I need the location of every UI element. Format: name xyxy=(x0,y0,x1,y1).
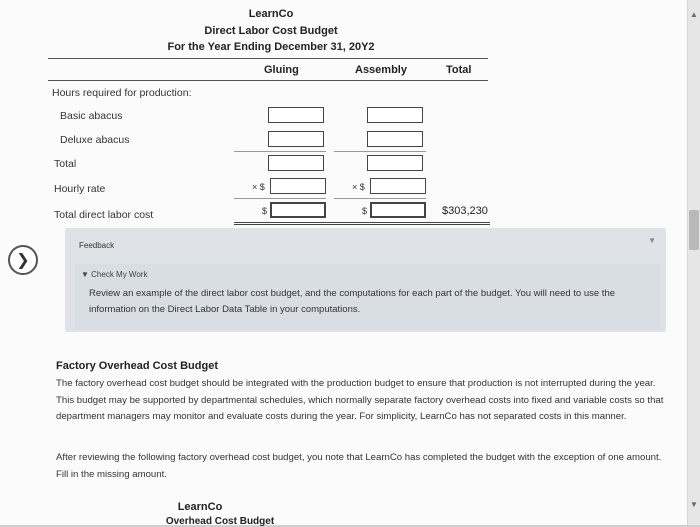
collapse-triangle-icon[interactable]: ▼ xyxy=(648,236,656,245)
assembly-dollar-symbol: $ xyxy=(362,206,368,216)
chevron-right-icon: ❯ xyxy=(16,252,30,269)
row-rate-label: Hourly rate xyxy=(54,183,106,195)
budget-title: Direct Labor Cost Budget xyxy=(204,25,338,37)
gluing-subtotal-rule xyxy=(234,151,326,152)
gluing-total-input[interactable] xyxy=(268,155,324,171)
gluing-cost-input[interactable] xyxy=(270,202,326,218)
overhead-section-title: Factory Overhead Cost Budget xyxy=(56,360,218,372)
overhead-company: LearnCo xyxy=(177,501,223,513)
overhead-subtitle: Overhead Cost Budget xyxy=(165,516,275,527)
gluing-dollar-symbol: $ xyxy=(262,206,268,216)
colhead-rule xyxy=(48,80,488,81)
row-basic-label: Basic abacus xyxy=(60,110,123,122)
feedback-panel xyxy=(65,228,666,332)
feedback-title: Feedback xyxy=(79,241,115,250)
row-total-label: Total xyxy=(54,158,77,170)
hours-label: Hours required for production: xyxy=(52,87,192,99)
total-direct-labor-cost-value: $303,230 xyxy=(442,205,488,217)
overhead-paragraph-2: After reviewing the following factory overhead cost budget, you note that LearnCo has completed the budget with the exception of one amount. Fill in the missing amount. xyxy=(56,452,662,480)
row-deluxe-label: Deluxe abacus xyxy=(60,134,130,146)
gluing-times-symbol: × $ xyxy=(252,182,265,192)
assembly-rate-input[interactable] xyxy=(370,178,426,194)
budget-company: LearnCo xyxy=(248,8,294,20)
header-rule xyxy=(48,58,488,59)
gluing-basic-input[interactable] xyxy=(268,107,324,123)
budget-period: For the Year Ending December 31, 20Y2 xyxy=(167,41,375,53)
bottom-rule-2 xyxy=(234,224,490,225)
assembly-rate-rule xyxy=(334,198,426,199)
assembly-cost-input[interactable] xyxy=(370,202,426,218)
assembly-basic-input[interactable] xyxy=(367,107,423,123)
check-my-work-panel xyxy=(75,264,660,330)
assembly-times-symbol: × $ xyxy=(352,182,365,192)
bottom-rule-1 xyxy=(234,222,490,223)
overhead-paragraph-1: The factory overhead cost budget should be integrated with the production budget to ensure that production is not interrupted during the year. This budget may be supported by departmental schedules, which normally separate factory overhead costs into fixed and variable costs so that department managers may monitor and evaluate costs during the year. For simplicity, LearnCo has not separated costs in this manner. xyxy=(56,378,664,422)
scroll-thumb[interactable] xyxy=(689,210,699,250)
feedback-text: Review an example of the direct labor cost budget, and the computations for each part of the budget. You will need to use the information on the Direct Labor Data Table in your computations. xyxy=(89,288,616,315)
check-my-work-toggle[interactable]: ▼ Check My Work xyxy=(81,270,148,279)
row-direct-cost-label: Total direct labor cost xyxy=(54,209,154,221)
vertical-scrollbar[interactable] xyxy=(687,0,700,525)
col-assembly: Assembly xyxy=(355,64,407,76)
scroll-down-icon[interactable]: ▼ xyxy=(690,500,698,509)
assembly-total-input[interactable] xyxy=(367,155,423,171)
gluing-rate-rule xyxy=(234,198,326,199)
scroll-up-icon[interactable]: ▲ xyxy=(690,10,698,19)
assembly-deluxe-input[interactable] xyxy=(367,131,423,147)
col-total: Total xyxy=(446,64,472,76)
gluing-rate-input[interactable] xyxy=(270,178,326,194)
gluing-deluxe-input[interactable] xyxy=(268,131,324,147)
expand-panel-button[interactable] xyxy=(8,245,38,275)
col-gluing: Gluing xyxy=(264,64,299,76)
assembly-subtotal-rule xyxy=(334,151,426,152)
